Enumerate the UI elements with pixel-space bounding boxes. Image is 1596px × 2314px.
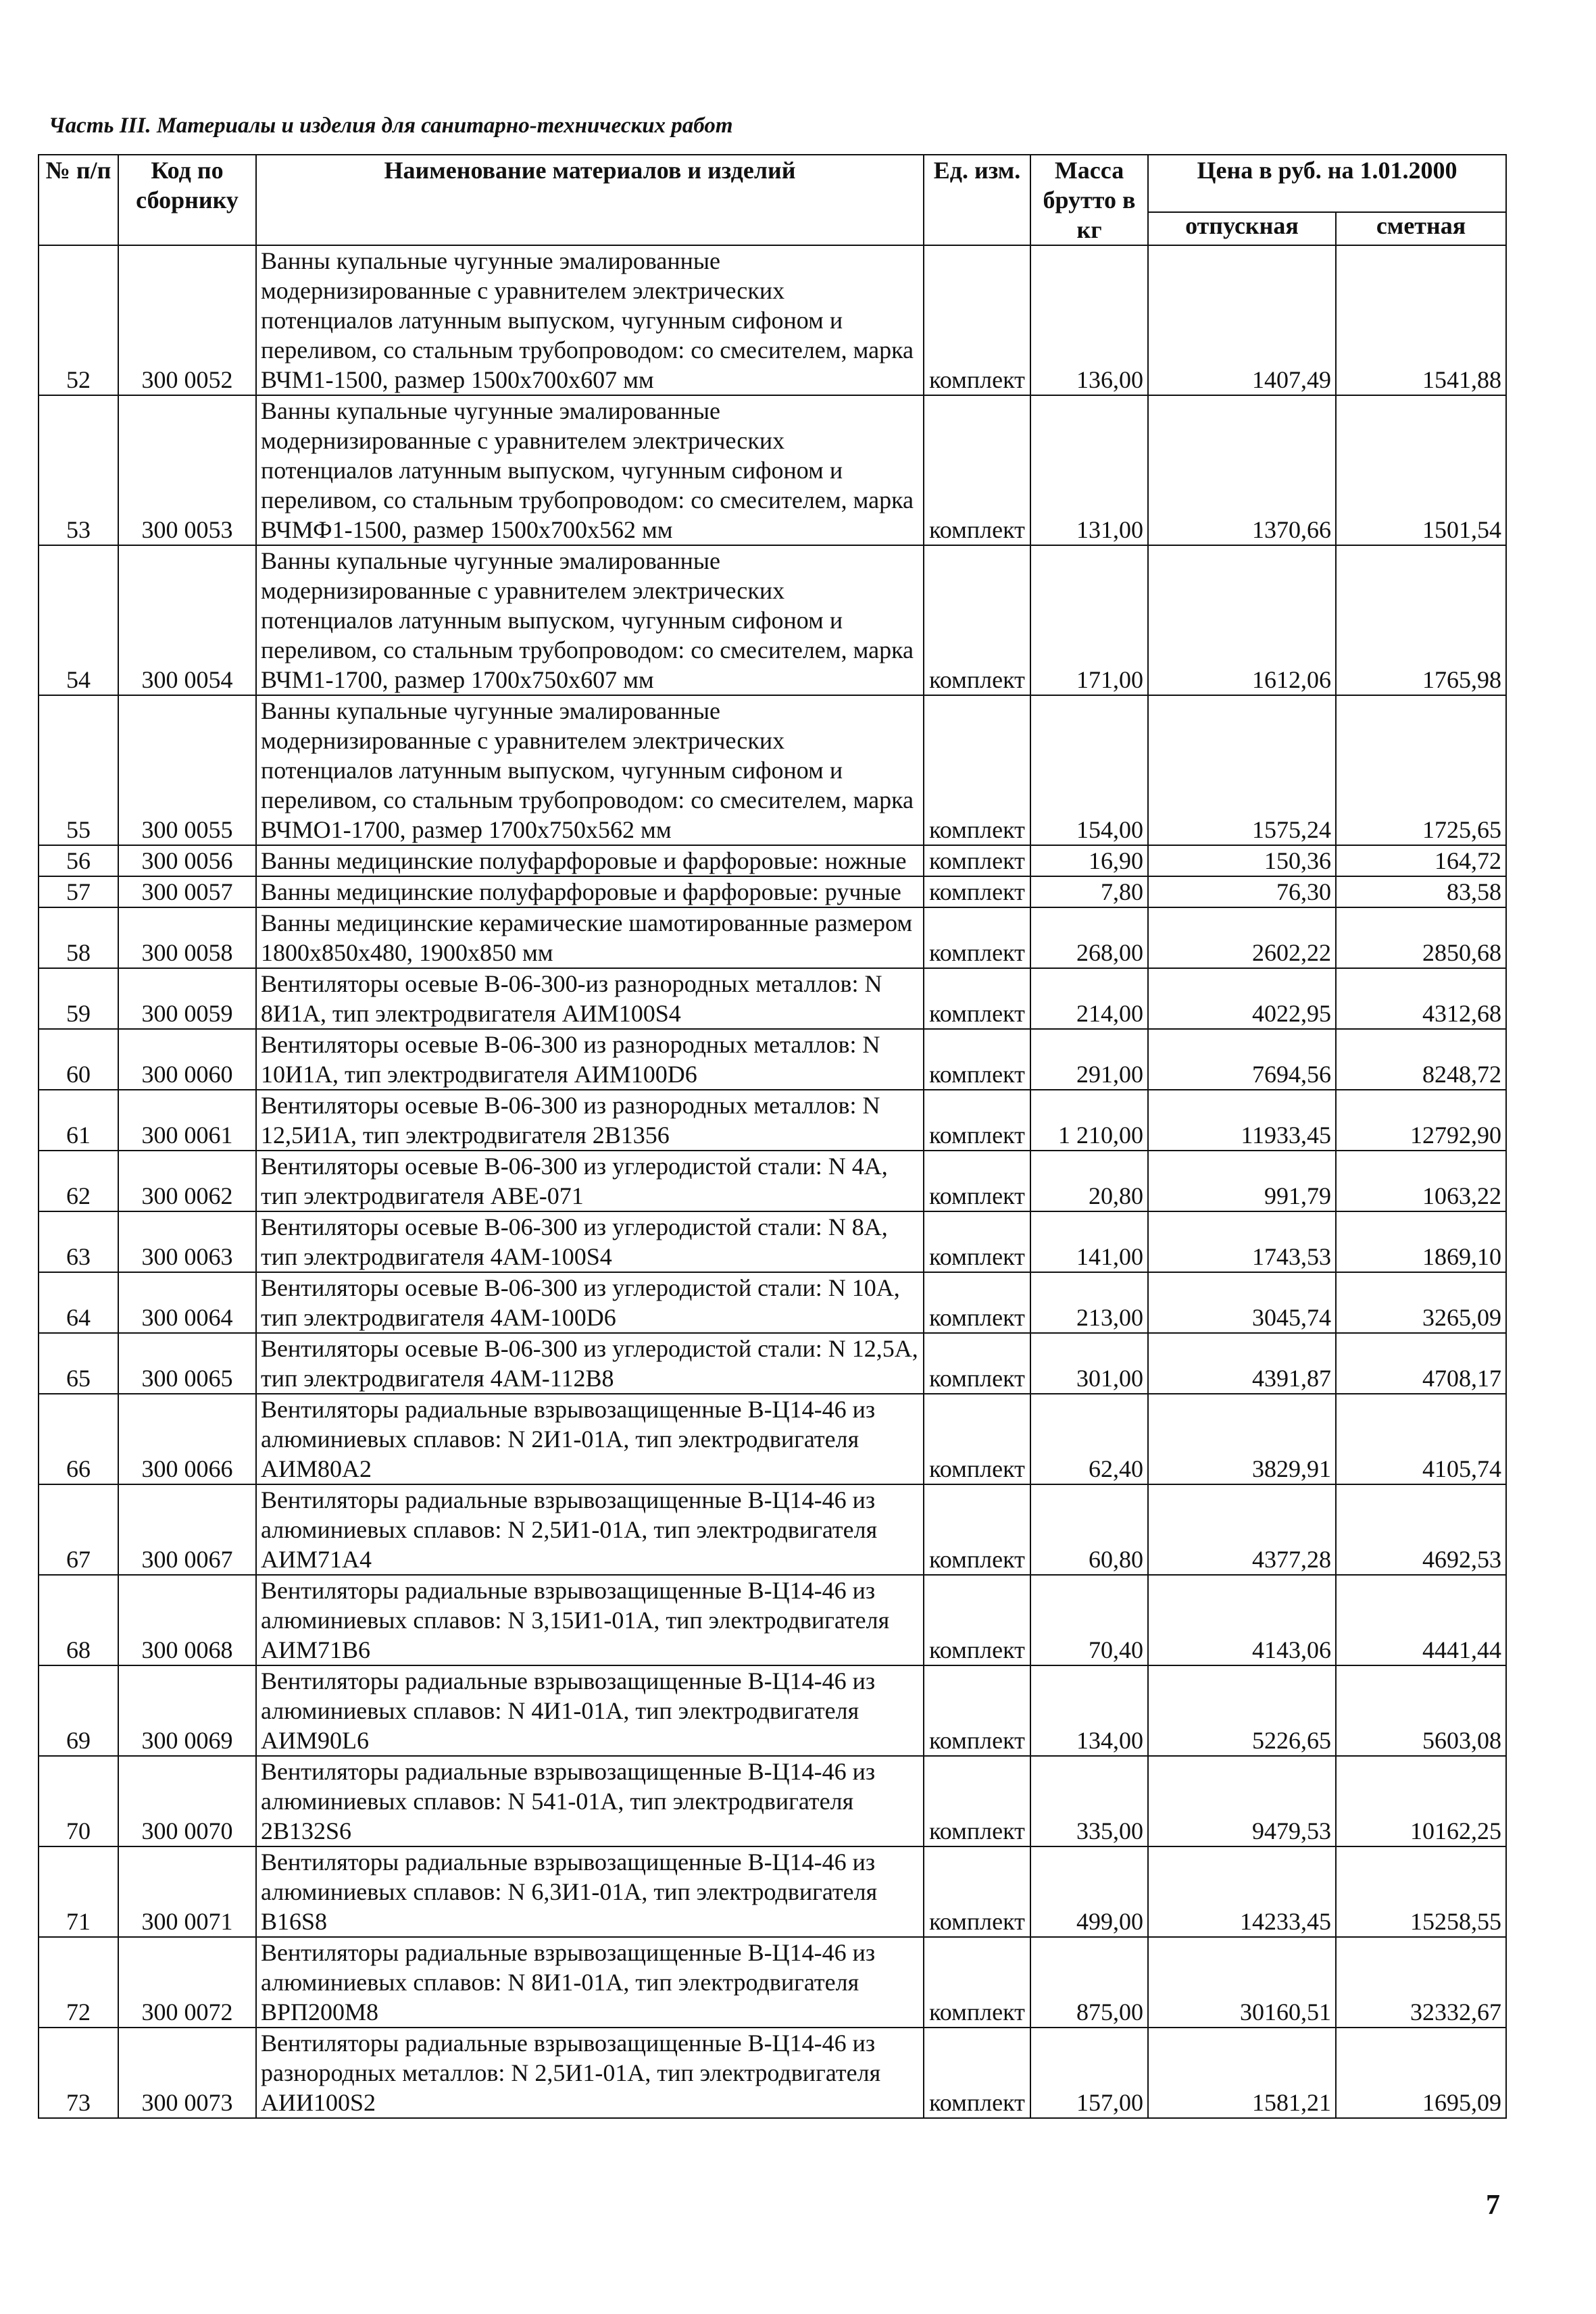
cell-code: 300 0060 xyxy=(118,1029,256,1090)
cell-mass: 7,80 xyxy=(1030,876,1148,907)
cell-name: Вентиляторы радиальные взрывозащищенные В-Ц14-46 из алюминиевых сплавов: N 2,5И1-01А, тип электродвигателя АИМ71А4 xyxy=(256,1484,924,1575)
cell-code: 300 0055 xyxy=(118,695,256,845)
cell-unit: комплект xyxy=(924,1665,1030,1756)
cell-price-estimate: 1869,10 xyxy=(1336,1211,1506,1272)
cell-price-release: 3045,74 xyxy=(1148,1272,1336,1333)
cell-price-release: 1581,21 xyxy=(1148,2028,1336,2118)
cell-unit: комплект xyxy=(924,1937,1030,2028)
cell-price-estimate: 1063,22 xyxy=(1336,1151,1506,1211)
cell-unit: комплект xyxy=(924,1484,1030,1575)
cell-code: 300 0070 xyxy=(118,1756,256,1846)
cell-unit: комплект xyxy=(924,1394,1030,1484)
table-row xyxy=(39,1665,1506,1756)
col-header-unit: Ед. изм. xyxy=(924,155,1030,245)
cell-price-estimate: 4692,53 xyxy=(1336,1484,1506,1575)
table-row xyxy=(39,1029,1506,1090)
cell-num: 68 xyxy=(39,1575,118,1665)
cell-name: Вентиляторы осевые В-06-300 из углеродистой стали: N 8А, тип электродвигателя 4АМ-100S4 xyxy=(256,1211,924,1272)
cell-price-estimate: 3265,09 xyxy=(1336,1272,1506,1333)
cell-num: 73 xyxy=(39,2028,118,2118)
cell-name: Вентиляторы радиальные взрывозащищенные В-Ц14-46 из алюминиевых сплавов: N 6,3И1-01А, тип электродвигателя В16S8 xyxy=(256,1846,924,1937)
table-row xyxy=(39,1272,1506,1333)
cell-code: 300 0064 xyxy=(118,1272,256,1333)
cell-num: 62 xyxy=(39,1151,118,1211)
cell-price-release: 4391,87 xyxy=(1148,1333,1336,1394)
table-row xyxy=(39,545,1506,695)
cell-mass: 499,00 xyxy=(1030,1846,1148,1937)
col-header-code: Код по сборнику xyxy=(118,155,256,245)
cell-mass: 70,40 xyxy=(1030,1575,1148,1665)
cell-mass: 291,00 xyxy=(1030,1029,1148,1090)
page-title: Часть III. Материалы и изделия для санитарно-технических работ xyxy=(49,114,733,138)
cell-price-release: 9479,53 xyxy=(1148,1756,1336,1846)
cell-price-release: 30160,51 xyxy=(1148,1937,1336,2028)
cell-name: Вентиляторы радиальные взрывозащищенные В-Ц14-46 из алюминиевых сплавов: N 3,15И1-01А, тип электродвигателя АИМ71В6 xyxy=(256,1575,924,1665)
table-row xyxy=(39,1151,1506,1211)
cell-mass: 214,00 xyxy=(1030,968,1148,1029)
cell-num: 59 xyxy=(39,968,118,1029)
cell-num: 55 xyxy=(39,695,118,845)
cell-name: Вентиляторы радиальные взрывозащищенные В-Ц14-46 из алюминиевых сплавов: N 541-01А, тип электродвигателя 2В132S6 xyxy=(256,1756,924,1846)
cell-num: 63 xyxy=(39,1211,118,1272)
cell-mass: 213,00 xyxy=(1030,1272,1148,1333)
cell-name: Вентиляторы осевые В-06-300 из разнородных металлов: N 12,5И1А, тип электродвигателя 2В1356 xyxy=(256,1090,924,1151)
cell-mass: 131,00 xyxy=(1030,395,1148,545)
cell-price-release: 5226,65 xyxy=(1148,1665,1336,1756)
cell-name: Ванны купальные чугунные эмалированные модернизированные с уравнителем электрических потенциалов латунным выпуском, чугунным сифоном и переливом, со стальным трубопроводом: со смесителем, марка ВЧМ1-1700, размер 1700х750х607 мм xyxy=(256,545,924,695)
cell-mass: 301,00 xyxy=(1030,1333,1148,1394)
cell-price-estimate: 4441,44 xyxy=(1336,1575,1506,1665)
cell-code: 300 0072 xyxy=(118,1937,256,2028)
table-row xyxy=(39,907,1506,968)
cell-unit: комплект xyxy=(924,1333,1030,1394)
cell-num: 57 xyxy=(39,876,118,907)
table-row xyxy=(39,1090,1506,1151)
cell-unit: комплект xyxy=(924,2028,1030,2118)
cell-unit: комплект xyxy=(924,968,1030,1029)
cell-num: 53 xyxy=(39,395,118,545)
table-row xyxy=(39,876,1506,907)
cell-num: 69 xyxy=(39,1665,118,1756)
table-row xyxy=(39,968,1506,1029)
cell-num: 64 xyxy=(39,1272,118,1333)
cell-mass: 1 210,00 xyxy=(1030,1090,1148,1151)
cell-price-estimate: 1695,09 xyxy=(1336,2028,1506,2118)
cell-price-estimate: 4312,68 xyxy=(1336,968,1506,1029)
table-body xyxy=(39,245,1506,2118)
table-row xyxy=(39,695,1506,845)
cell-price-estimate: 83,58 xyxy=(1336,876,1506,907)
cell-price-estimate: 164,72 xyxy=(1336,845,1506,876)
cell-code: 300 0068 xyxy=(118,1575,256,1665)
cell-code: 300 0062 xyxy=(118,1151,256,1211)
cell-unit: комплект xyxy=(924,545,1030,695)
cell-price-release: 11933,45 xyxy=(1148,1090,1336,1151)
cell-num: 58 xyxy=(39,907,118,968)
cell-mass: 268,00 xyxy=(1030,907,1148,968)
cell-price-release: 4377,28 xyxy=(1148,1484,1336,1575)
cell-price-estimate: 4708,17 xyxy=(1336,1333,1506,1394)
cell-mass: 60,80 xyxy=(1030,1484,1148,1575)
cell-num: 65 xyxy=(39,1333,118,1394)
cell-unit: комплект xyxy=(924,907,1030,968)
table-row xyxy=(39,395,1506,545)
cell-mass: 171,00 xyxy=(1030,545,1148,695)
cell-num: 54 xyxy=(39,545,118,695)
cell-unit: комплект xyxy=(924,1575,1030,1665)
table-row xyxy=(39,1484,1506,1575)
table-header xyxy=(39,155,1506,245)
cell-name: Ванны медицинские полуфарфоровые и фарфоровые: ручные xyxy=(256,876,924,907)
cell-unit: комплект xyxy=(924,1272,1030,1333)
col-header-price-group: Цена в руб. на 1.01.2000 xyxy=(1148,155,1506,212)
table-row xyxy=(39,1394,1506,1484)
cell-price-estimate: 12792,90 xyxy=(1336,1090,1506,1151)
cell-price-release: 4022,95 xyxy=(1148,968,1336,1029)
cell-price-estimate: 1725,65 xyxy=(1336,695,1506,845)
table-row xyxy=(39,1211,1506,1272)
page-number: 7 xyxy=(1486,2190,1500,2221)
cell-name: Ванны купальные чугунные эмалированные модернизированные с уравнителем электрических потенциалов латунным выпуском, чугунным сифоном и переливом, со стальным трубопроводом: со смесителем, марка ВЧМФ1-1500, размер 1500х700х562 мм xyxy=(256,395,924,545)
cell-price-estimate: 5603,08 xyxy=(1336,1665,1506,1756)
cell-code: 300 0061 xyxy=(118,1090,256,1151)
cell-code: 300 0054 xyxy=(118,545,256,695)
cell-name: Вентиляторы осевые В-06-300 из разнородных металлов: N 10И1А, тип электродвигателя АИМ100D6 xyxy=(256,1029,924,1090)
cell-price-release: 7694,56 xyxy=(1148,1029,1336,1090)
table-row xyxy=(39,245,1506,395)
cell-unit: комплект xyxy=(924,245,1030,395)
col-header-price-estimate: сметная xyxy=(1336,212,1506,245)
cell-name: Ванны медицинские полуфарфоровые и фарфоровые: ножные xyxy=(256,845,924,876)
cell-unit: комплект xyxy=(924,695,1030,845)
cell-code: 300 0056 xyxy=(118,845,256,876)
cell-name: Вентиляторы осевые В-06-300 из углеродистой стали: N 12,5А, тип электродвигателя 4АМ-112В8 xyxy=(256,1333,924,1394)
cell-mass: 141,00 xyxy=(1030,1211,1148,1272)
cell-name: Вентиляторы радиальные взрывозащищенные В-Ц14-46 из алюминиевых сплавов: N 8И1-01А, тип электродвигателя ВРП200М8 xyxy=(256,1937,924,2028)
col-header-mass: Масса брутто в кг xyxy=(1030,155,1148,245)
cell-code: 300 0053 xyxy=(118,395,256,545)
cell-unit: комплект xyxy=(924,876,1030,907)
cell-unit: комплект xyxy=(924,1090,1030,1151)
cell-mass: 134,00 xyxy=(1030,1665,1148,1756)
cell-mass: 62,40 xyxy=(1030,1394,1148,1484)
cell-name: Вентиляторы радиальные взрывозащищенные В-Ц14-46 из алюминиевых сплавов: N 4И1-01А, тип электродвигателя АИМ90L6 xyxy=(256,1665,924,1756)
table-row xyxy=(39,845,1506,876)
cell-num: 72 xyxy=(39,1937,118,2028)
cell-unit: комплект xyxy=(924,395,1030,545)
cell-price-release: 991,79 xyxy=(1148,1151,1336,1211)
cell-code: 300 0065 xyxy=(118,1333,256,1394)
cell-name: Ванны купальные чугунные эмалированные модернизированные с уравнителем электрических потенциалов латунным выпуском, чугунным сифоном и переливом, со стальным трубопроводом: со смесителем, марка ВЧМ1-1500, размер 1500х700х607 мм xyxy=(256,245,924,395)
cell-price-estimate: 8248,72 xyxy=(1336,1029,1506,1090)
table-row xyxy=(39,1575,1506,1665)
cell-mass: 335,00 xyxy=(1030,1756,1148,1846)
cell-name: Ванны купальные чугунные эмалированные модернизированные с уравнителем электрических потенциалов латунным выпуском, чугунным сифоном и переливом, со стальным трубопроводом: со смесителем, марка ВЧМО1-1700, размер 1700х750х562 мм xyxy=(256,695,924,845)
cell-code: 300 0052 xyxy=(118,245,256,395)
cell-code: 300 0066 xyxy=(118,1394,256,1484)
cell-price-release: 1612,06 xyxy=(1148,545,1336,695)
cell-num: 61 xyxy=(39,1090,118,1151)
cell-num: 52 xyxy=(39,245,118,395)
table-row xyxy=(39,2028,1506,2118)
cell-price-release: 14233,45 xyxy=(1148,1846,1336,1937)
cell-unit: комплект xyxy=(924,1029,1030,1090)
cell-price-estimate: 32332,67 xyxy=(1336,1937,1506,2028)
cell-code: 300 0071 xyxy=(118,1846,256,1937)
cell-price-estimate: 1501,54 xyxy=(1336,395,1506,545)
cell-unit: комплект xyxy=(924,1846,1030,1937)
cell-num: 67 xyxy=(39,1484,118,1575)
cell-mass: 136,00 xyxy=(1030,245,1148,395)
cell-code: 300 0069 xyxy=(118,1665,256,1756)
cell-price-release: 1370,66 xyxy=(1148,395,1336,545)
cell-price-estimate: 1541,88 xyxy=(1336,245,1506,395)
cell-price-estimate: 1765,98 xyxy=(1336,545,1506,695)
cell-name: Вентиляторы осевые В-06-300 из углеродистой стали: N 4А, тип электродвигателя АВЕ-071 xyxy=(256,1151,924,1211)
cell-price-estimate: 10162,25 xyxy=(1336,1756,1506,1846)
cell-unit: комплект xyxy=(924,1151,1030,1211)
cell-mass: 154,00 xyxy=(1030,695,1148,845)
table-row xyxy=(39,1937,1506,2028)
cell-num: 70 xyxy=(39,1756,118,1846)
cell-code: 300 0067 xyxy=(118,1484,256,1575)
cell-name: Вентиляторы осевые В-06-300 из углеродистой стали: N 10А, тип электродвигателя 4АМ-100D6 xyxy=(256,1272,924,1333)
cell-mass: 157,00 xyxy=(1030,2028,1148,2118)
cell-unit: комплект xyxy=(924,1756,1030,1846)
cell-name: Ванны медицинские керамические шамотированные размером 1800х850х480, 1900х850 мм xyxy=(256,907,924,968)
cell-price-estimate: 4105,74 xyxy=(1336,1394,1506,1484)
cell-unit: комплект xyxy=(924,845,1030,876)
cell-price-release: 2602,22 xyxy=(1148,907,1336,968)
price-table xyxy=(38,154,1507,2119)
cell-name: Вентиляторы осевые В-06-300-из разнородных металлов: N 8И1А, тип электродвигателя АИМ100S4 xyxy=(256,968,924,1029)
table-row xyxy=(39,1756,1506,1846)
col-header-name: Наименование материалов и изделий xyxy=(256,155,924,245)
table-row xyxy=(39,1846,1506,1937)
col-header-num: № п/п xyxy=(39,155,118,245)
cell-num: 60 xyxy=(39,1029,118,1090)
cell-code: 300 0057 xyxy=(118,876,256,907)
cell-code: 300 0059 xyxy=(118,968,256,1029)
table-row xyxy=(39,1333,1506,1394)
cell-price-release: 150,36 xyxy=(1148,845,1336,876)
cell-num: 56 xyxy=(39,845,118,876)
cell-code: 300 0058 xyxy=(118,907,256,968)
cell-code: 300 0063 xyxy=(118,1211,256,1272)
cell-price-estimate: 15258,55 xyxy=(1336,1846,1506,1937)
cell-price-release: 1743,53 xyxy=(1148,1211,1336,1272)
cell-price-release: 1575,24 xyxy=(1148,695,1336,845)
cell-price-release: 1407,49 xyxy=(1148,245,1336,395)
cell-mass: 20,80 xyxy=(1030,1151,1148,1211)
cell-mass: 16,90 xyxy=(1030,845,1148,876)
cell-price-release: 4143,06 xyxy=(1148,1575,1336,1665)
cell-code: 300 0073 xyxy=(118,2028,256,2118)
col-header-price-release: отпускная xyxy=(1148,212,1336,245)
cell-num: 71 xyxy=(39,1846,118,1937)
cell-price-release: 3829,91 xyxy=(1148,1394,1336,1484)
cell-mass: 875,00 xyxy=(1030,1937,1148,2028)
cell-name: Вентиляторы радиальные взрывозащищенные В-Ц14-46 из разнородных металлов: N 2,5И1-01А, тип электродвигателя АИИ100S2 xyxy=(256,2028,924,2118)
cell-price-estimate: 2850,68 xyxy=(1336,907,1506,968)
cell-unit: комплект xyxy=(924,1211,1030,1272)
cell-num: 66 xyxy=(39,1394,118,1484)
cell-price-release: 76,30 xyxy=(1148,876,1336,907)
cell-name: Вентиляторы радиальные взрывозащищенные В-Ц14-46 из алюминиевых сплавов: N 2И1-01А, тип электродвигателя АИМ80А2 xyxy=(256,1394,924,1484)
